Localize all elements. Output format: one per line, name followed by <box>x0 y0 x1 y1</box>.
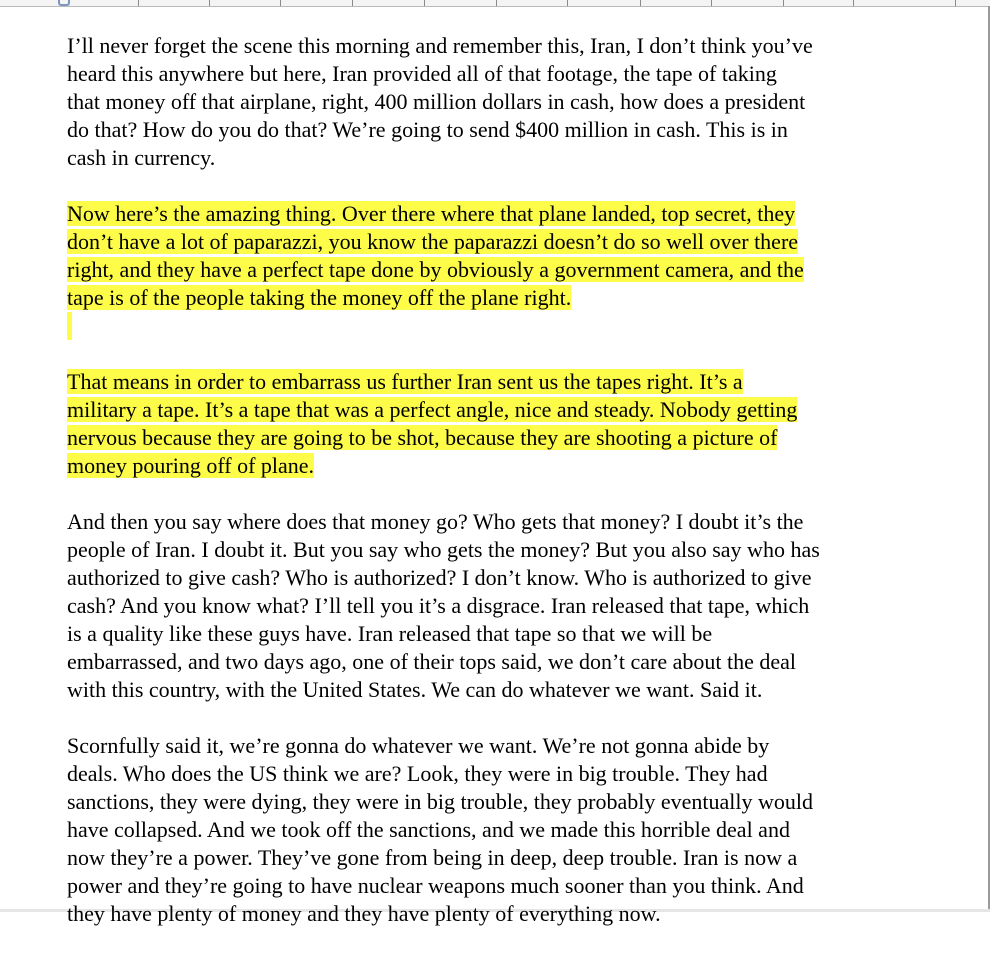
text-line: Scornfully said it, we’re gonna do whatever we want. We’re not gonna abide by <box>67 733 770 758</box>
text-line: I’ll never forget the scene this morning and remember this, Iran, I don’t think you’ve <box>67 33 813 58</box>
highlighted-line: tape is of the people taking the money off the plane right. <box>67 285 572 310</box>
text-line: with this country, with the United States. We can do whatever we want. Said it. <box>67 677 763 702</box>
highlighted-line: right, and they have a perfect tape done by obviously a government camera, and the <box>67 257 804 282</box>
ruler-tick <box>711 0 712 6</box>
ruler-tick <box>783 0 784 6</box>
text-line: embarrassed, and two days ago, one of their tops said, we don’t care about the deal <box>67 649 797 674</box>
paragraph-2-highlighted[interactable] <box>67 200 947 312</box>
text-line: is a quality like these guys have. Iran released that tape so that we will be <box>67 621 713 646</box>
text-line: sanctions, they were dying, they were in big trouble, they probably eventually would <box>67 789 813 814</box>
text-line: heard this anywhere but here, Iran provided all of that footage, the tape of taking <box>67 61 777 86</box>
indent-marker-icon[interactable] <box>58 0 70 6</box>
highlighted-line: Now here’s the amazing thing. Over there where that plane landed, top secret, they <box>67 201 796 226</box>
ruler-tick <box>496 0 497 6</box>
ruler-tick <box>567 0 568 6</box>
text-line: do that? How do you do that? We’re going to send $400 million in cash. This is in <box>67 117 788 142</box>
ruler-tick <box>352 0 353 6</box>
text-line: now they’re a power. They’ve gone from being in deep, deep trouble. Iran is now a <box>67 845 798 870</box>
paragraph-3-highlighted[interactable] <box>67 368 947 480</box>
text-line: people of Iran. I doubt it. But you say who gets the money? But you also say who has <box>67 537 820 562</box>
ruler-tick <box>209 0 210 6</box>
highlighted-line: military a tape. It’s a tape that was a perfect angle, nice and steady. Nobody getting <box>67 397 798 422</box>
text-line: cash in currency. <box>67 145 216 170</box>
ruler-tick <box>640 0 641 6</box>
ruler-tick <box>853 0 854 6</box>
text-line: deals. Who does the US think we are? Look, they were in big trouble. They had <box>67 761 768 786</box>
text-line: that money off that airplane, right, 400 million dollars in cash, how does a president <box>67 89 806 114</box>
highlight-empty-line <box>67 312 72 340</box>
document-body[interactable] <box>67 32 947 956</box>
paragraph-5[interactable] <box>67 732 947 928</box>
ruler-tick <box>955 0 956 6</box>
highlighted-line: nervous because they are going to be shot, because they are shooting a picture of <box>67 425 778 450</box>
ruler-tick <box>280 0 281 6</box>
highlighted-line: don’t have a lot of paparazzi, you know the paparazzi doesn’t do so well over there <box>67 229 799 254</box>
text-line: cash? And you know what? I’ll tell you it’s a disgrace. Iran released that tape, which <box>67 593 810 618</box>
highlighted-line: That means in order to embarrass us further Iran sent us the tapes right. It’s a <box>67 369 743 394</box>
text-line: authorized to give cash? Who is authorized? I don’t know. Who is authorized to give <box>67 565 812 590</box>
ruler-tick <box>138 0 139 6</box>
highlighted-line: money pouring off of plane. <box>67 453 315 478</box>
ruler-strip <box>0 0 990 7</box>
ruler-tick <box>424 0 425 6</box>
text-line: power and they’re going to have nuclear weapons much sooner than you think. And <box>67 873 804 898</box>
text-line: have collapsed. And we took off the sanctions, and we made this horrible deal and <box>67 817 790 842</box>
paragraph-4[interactable] <box>67 508 947 704</box>
text-line: they have plenty of money and they have plenty of everything now. <box>67 901 661 926</box>
paragraph-1[interactable] <box>67 32 947 172</box>
text-line: And then you say where does that money go? Who gets that money? I doubt it’s the <box>67 509 804 534</box>
